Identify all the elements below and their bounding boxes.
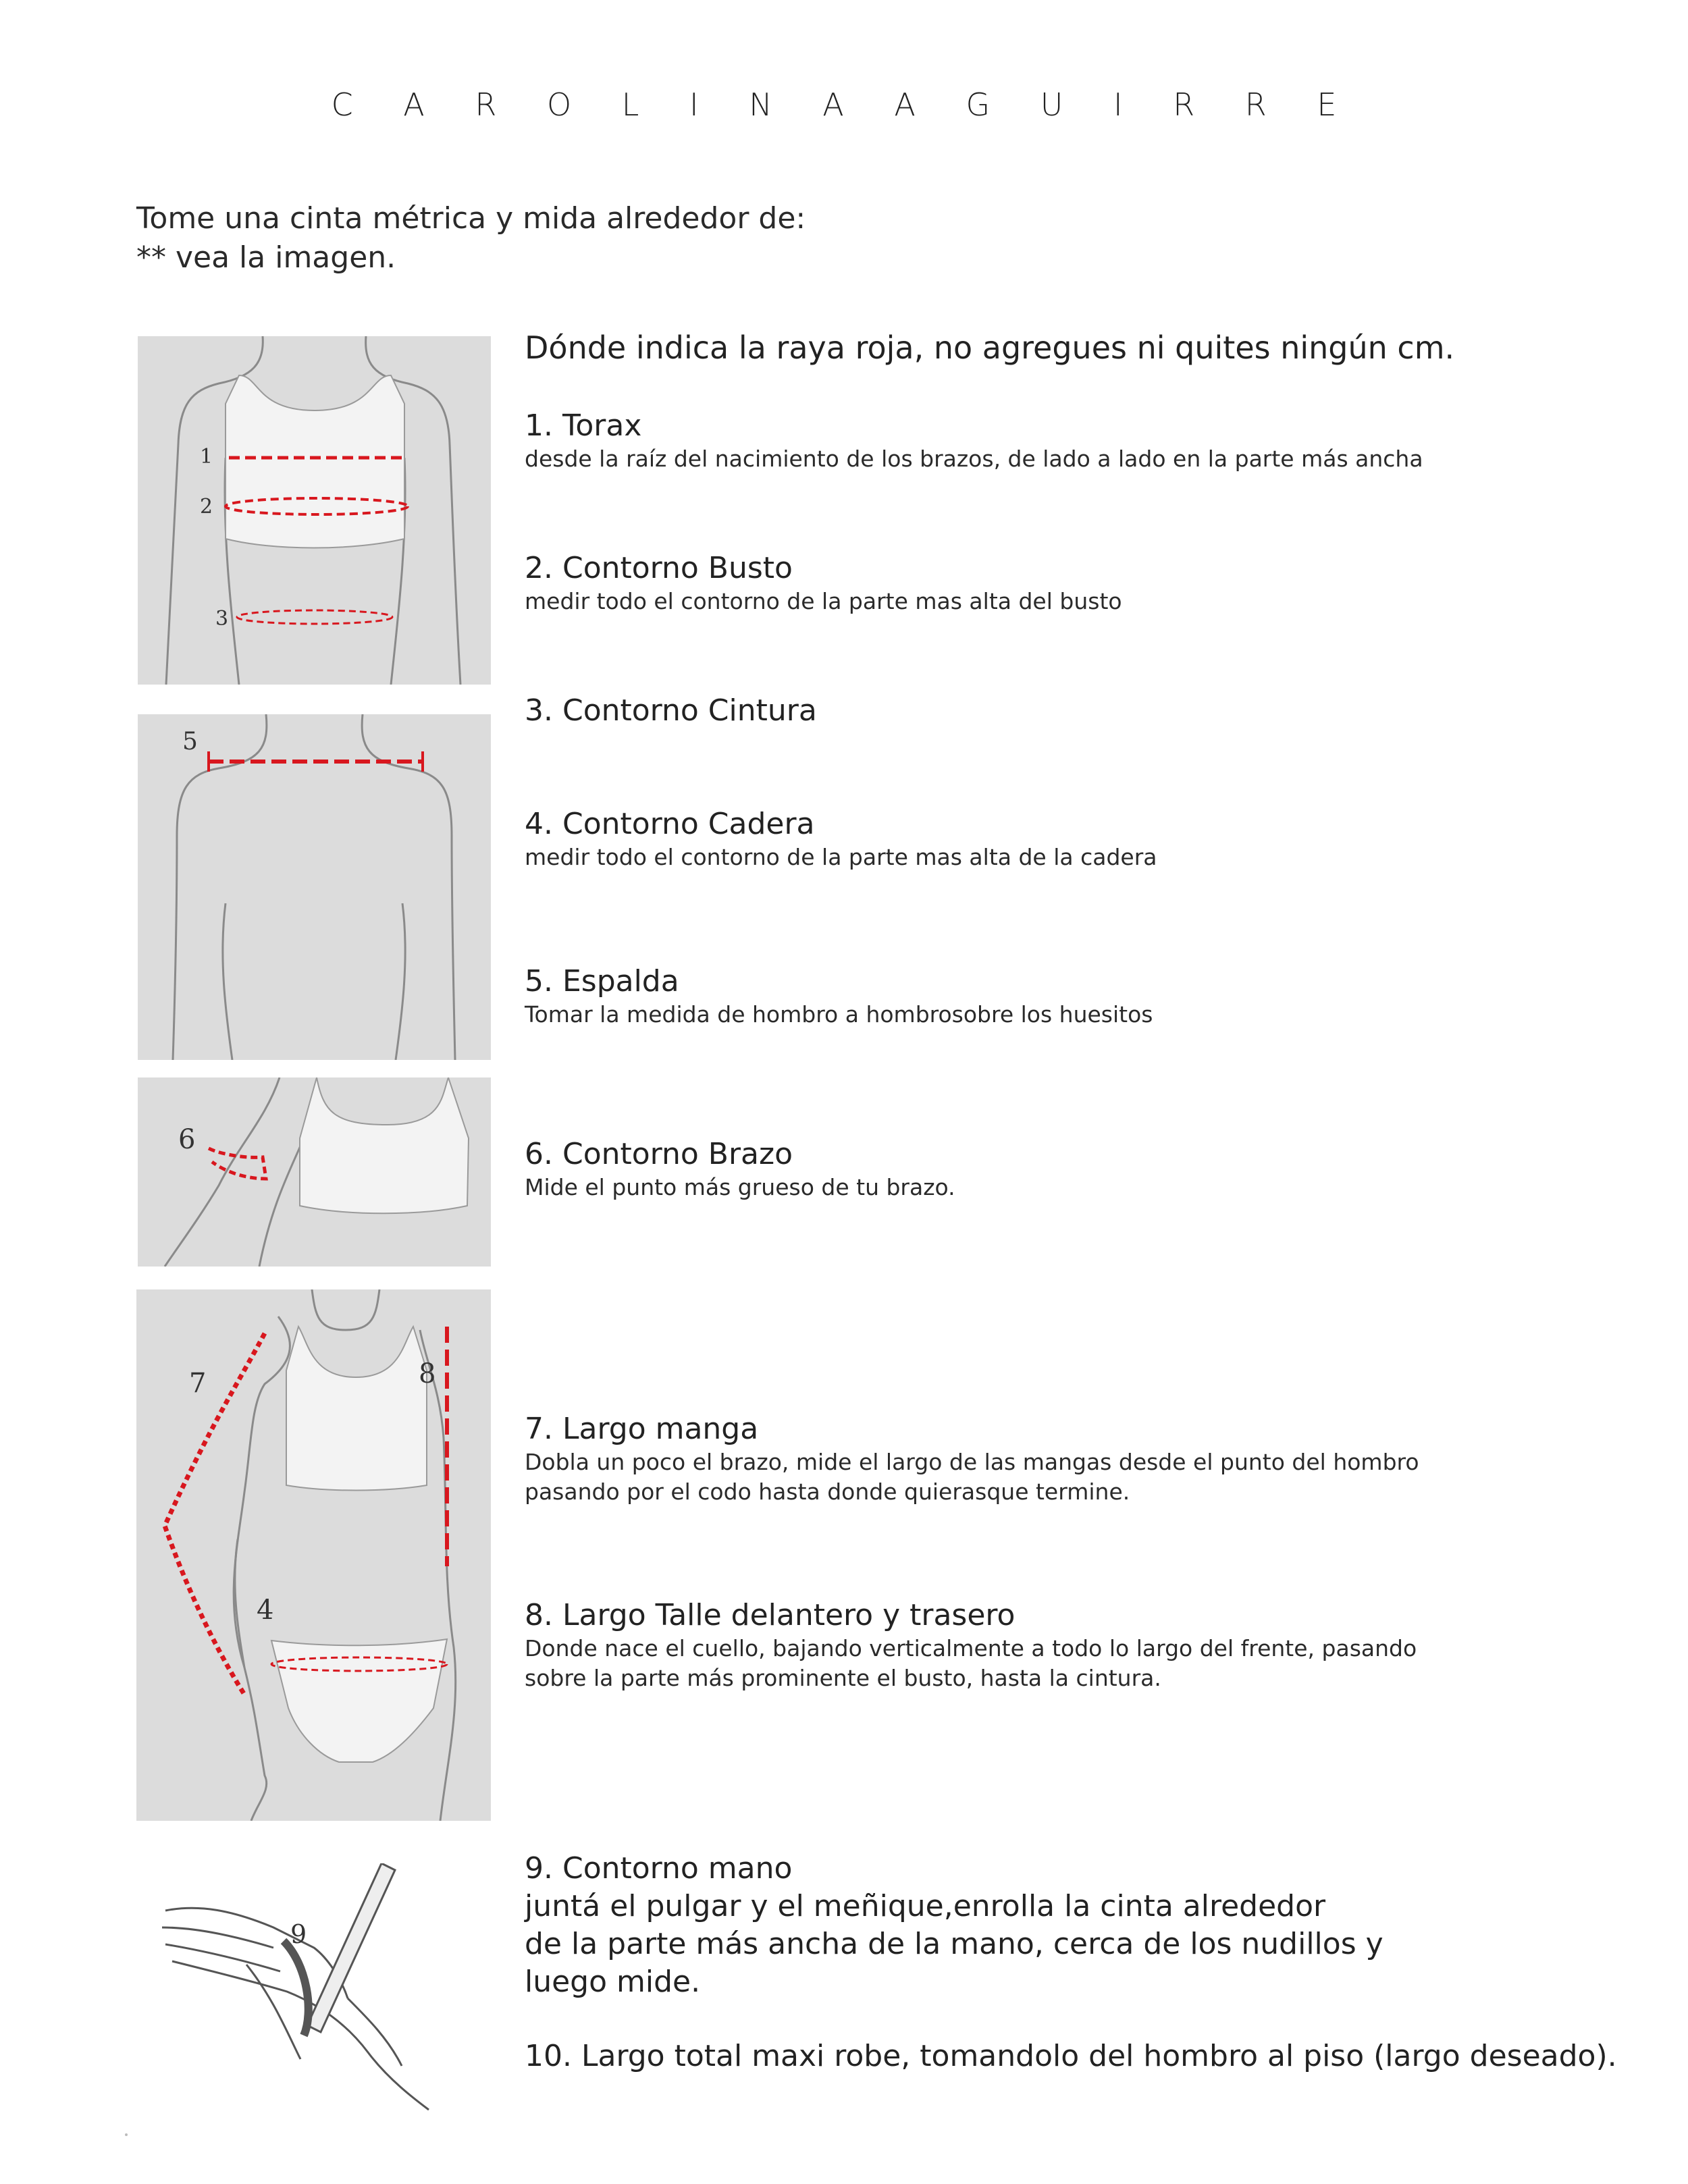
intro-line-2: ** vea la imagen. — [136, 240, 396, 275]
item-desc: luego mide. — [525, 1965, 701, 1999]
figure-label-6: 6 — [178, 1124, 196, 1155]
measurement-note: Dónde indica la raya roja, no agregues ni quites ningún cm. — [525, 329, 1455, 366]
item-busto — [525, 550, 1122, 616]
figure-full-body — [136, 1289, 491, 1821]
item-desc: Donde nace el cuello, bajando verticalmente a todo lo largo del frente, pasando — [525, 1635, 1417, 1661]
item-title: 7. Largo manga — [525, 1412, 759, 1446]
figure-label-3: 3 — [215, 607, 229, 631]
item-desc: sobre la parte más prominente el busto, hasta la cintura. — [525, 1665, 1161, 1691]
figure-label-4: 4 — [257, 1595, 274, 1626]
measure-tape — [307, 1863, 395, 2032]
item-desc: Mide el punto más grueso de tu brazo. — [525, 1174, 955, 1200]
item-desc: pasando por el codo hasta donde quierasque termine. — [525, 1479, 1130, 1505]
figure-arm — [138, 1077, 491, 1267]
item-desc: medir todo el contorno de la parte mas alta del busto — [525, 588, 1122, 614]
item-cintura — [525, 693, 817, 729]
item-espalda — [525, 963, 1153, 1030]
figure-label-9: 9 — [290, 1919, 307, 1949]
brand-title: C A R O L I N A A G U I R R E — [331, 86, 1357, 123]
figure-label-7: 7 — [189, 1368, 207, 1399]
item-desc: Tomar la medida de hombro a hombrosobre los huesitos — [525, 1001, 1153, 1028]
item-desc: medir todo el contorno de la parte mas alta de la cadera — [525, 844, 1157, 870]
item-title: 1. Torax — [525, 408, 642, 443]
figure-hand — [145, 1863, 442, 2113]
item-desc: desde la raíz del nacimiento de los brazos, de lado a lado en la parte más ancha — [525, 446, 1423, 472]
item-largo-talle — [525, 1597, 1417, 1693]
figure-label-8: 8 — [419, 1358, 436, 1389]
item-desc: de la parte más ancha de la mano, cerca de los nudillos y — [525, 1927, 1383, 1961]
page-mark — [125, 2133, 128, 2136]
item-title: 4. Contorno Cadera — [525, 807, 815, 841]
item-brazo — [525, 1136, 955, 1202]
figure-label-1: 1 — [200, 445, 213, 469]
figure-front-torso — [138, 336, 491, 685]
item-torax — [525, 408, 1423, 474]
measure-line-7 — [165, 1333, 265, 1695]
intro-text — [136, 199, 806, 277]
item-largo-total: 10. Largo total maxi robe, tomandolo del hombro al piso (largo deseado). — [525, 2039, 1617, 2073]
item-title: 8. Largo Talle delantero y trasero — [525, 1598, 1016, 1632]
item-desc: Dobla un poco el brazo, mide el largo de las mangas desde el punto del hombro — [525, 1449, 1419, 1475]
figure-label-2: 2 — [200, 495, 213, 518]
intro-line-1: Tome una cinta métrica y mida alrededor de: — [136, 201, 806, 236]
measure-line-3 — [237, 610, 392, 624]
item-title: 5. Espalda — [525, 964, 679, 998]
figure-back — [138, 714, 491, 1060]
item-title: 3. Contorno Cintura — [525, 693, 817, 728]
item-desc: juntá el pulgar y el meñique,enrolla la cinta alrededor — [525, 1889, 1326, 1923]
item-title: 2. Contorno Busto — [525, 551, 793, 585]
figure-label-5: 5 — [182, 728, 198, 755]
item-cadera — [525, 806, 1157, 872]
item-largo-manga — [525, 1411, 1419, 1507]
item-contorno-mano — [525, 1850, 1383, 2001]
item-title: 9. Contorno mano — [525, 1851, 793, 1886]
item-title: 6. Contorno Brazo — [525, 1137, 793, 1171]
